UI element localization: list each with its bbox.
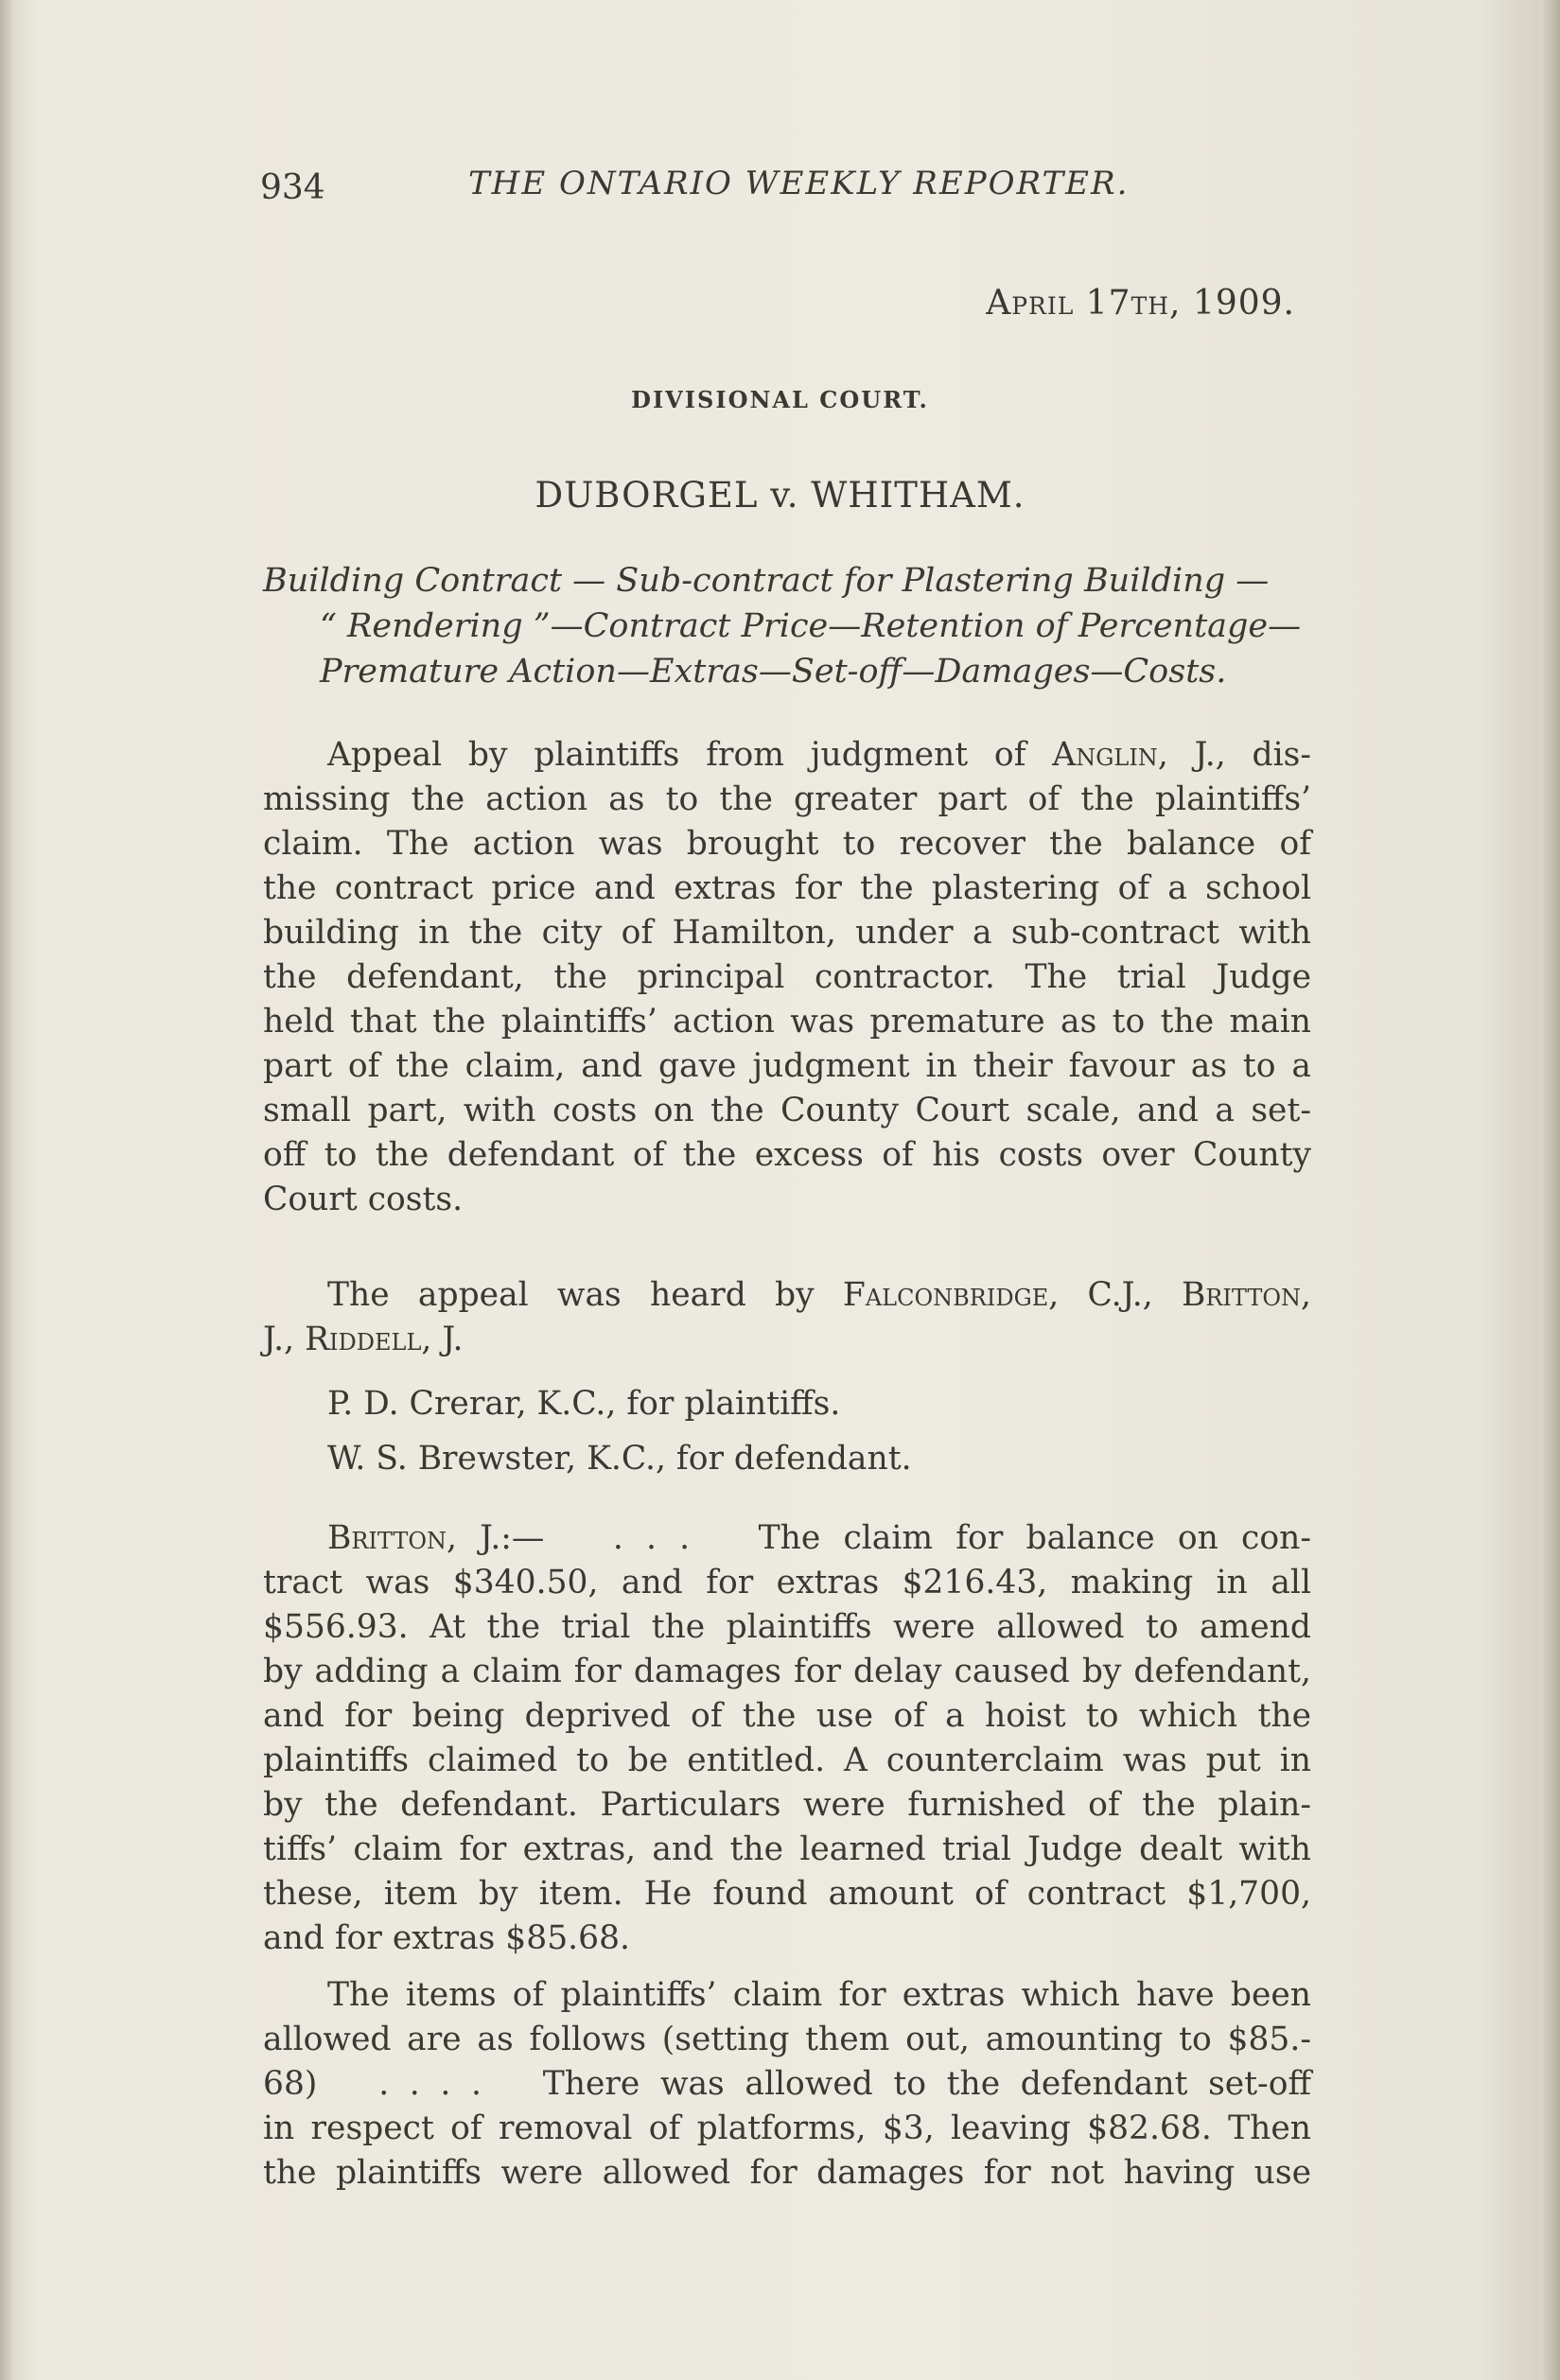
text-span: , J. (421, 1321, 464, 1358)
text-span: J., (263, 1321, 306, 1358)
text-line (263, 733, 1311, 778)
judge-name: Riddell (305, 1321, 422, 1358)
text-line: plaintiffs claimed to be entitled. A counterclaim was put in (263, 1741, 1311, 1779)
decision-date: April 17th, 1909. (986, 284, 1295, 323)
text-line: the plaintiffs were allowed for damages for not having use (263, 2154, 1311, 2192)
counsel-list (263, 1376, 1311, 1486)
text-line: in respect of removal of platforms, $3, leaving $82.68. Then (263, 2109, 1311, 2147)
paragraph-bench (263, 1273, 1311, 1362)
text-line: missing the action as to the greater part of the plaintiffs’ (263, 780, 1311, 818)
text-line: part of the claim, and gave judgment in their favour as to a (263, 1047, 1311, 1085)
text-line: tiffs’ claim for extras, and the learned trial Judge dealt with (263, 1830, 1311, 1868)
text-line: held that the plaintiffs’ action was premature as to the main (263, 1003, 1311, 1041)
judge-name: Anglin (1052, 736, 1158, 774)
page-number: 934 (260, 168, 325, 207)
counsel-plaintiffs: P. D. Crerar, K.C., for plaintiffs. (327, 1385, 841, 1423)
counsel-defendant: W. S. Brewster, K.C., for defendant. (327, 1440, 912, 1478)
judge-name: Falconbridge (842, 1276, 1049, 1314)
headnote (263, 558, 1313, 694)
paragraph-extras (263, 1973, 1311, 2196)
text-line: 68) . . . . There was allowed to the defendant set-off (263, 2065, 1311, 2103)
text-span: The appeal was heard by (327, 1276, 843, 1314)
text-line: The items of plaintiffs’ claim for extras which have been (327, 1976, 1311, 2014)
text-line (263, 1273, 1311, 1318)
text-line: small part, with costs on the County Court scale, and a set- (263, 1092, 1311, 1129)
text-span: , (1301, 1276, 1311, 1314)
text-line: and for being deprived of the use of a hoist to which the (263, 1697, 1311, 1735)
text-line: off to the defendant of the excess of his costs over County (263, 1136, 1311, 1174)
text-line: claim. The action was brought to recover the balance of (263, 825, 1311, 863)
text-line: building in the city of Hamilton, under a sub-contract with (263, 914, 1311, 952)
judge-name: Britton (327, 1519, 447, 1557)
text-line (263, 1318, 1311, 1362)
paragraph-judgment-britton (263, 1516, 1311, 1961)
page-right-edge (1539, 0, 1560, 2380)
text-span: Appeal by plaintiffs from judgment of (327, 736, 1053, 774)
text-line (263, 1516, 1311, 1561)
paragraph-appeal-summary (263, 733, 1311, 1222)
headnote-line: “ Rendering ”—Contract Price—Retention of Percentage— (320, 607, 1302, 645)
court-name: DIVISIONAL COURT. (631, 386, 929, 413)
text-line: these, item by item. He found amount of contract $1,700, (263, 1875, 1311, 1913)
text-line: Court costs. (263, 1181, 464, 1218)
headnote-line: Premature Action—Extras—Set-off—Damages—Costs. (320, 653, 1227, 691)
page-header (260, 159, 1376, 216)
text-span: , J., dis- (1157, 736, 1312, 774)
text-span: , J.:— . . . The claim for balance on con- (447, 1519, 1311, 1557)
text-span: , C.J., (1048, 1276, 1182, 1314)
running-title: THE ONTARIO WEEKLY REPORTER. (468, 165, 1130, 202)
text-line: allowed are as follows (setting them out, amounting to $85.- (263, 2021, 1311, 2058)
text-line: by the defendant. Particulars were furnished of the plain- (263, 1786, 1311, 1824)
headnote-line: Building Contract — Sub-contract for Plastering Building — (263, 562, 1270, 600)
judge-name: Britton (1181, 1276, 1302, 1314)
text-line: and for extras $85.68. (263, 1919, 630, 1957)
text-line: tract was $340.50, and for extras $216.43, making in all (263, 1564, 1311, 1601)
case-title: DUBORGEL v. WHITHAM. (535, 475, 1025, 516)
text-line: the defendant, the principal contractor. The trial Judge (263, 958, 1311, 996)
text-line: the contract price and extras for the plastering of a school (263, 869, 1311, 907)
text-line: by adding a claim for damages for delay caused by defendant, (263, 1653, 1311, 1690)
page-left-edge (0, 0, 13, 2380)
text-line: $556.93. At the trial the plaintiffs were allowed to amend (263, 1608, 1311, 1646)
